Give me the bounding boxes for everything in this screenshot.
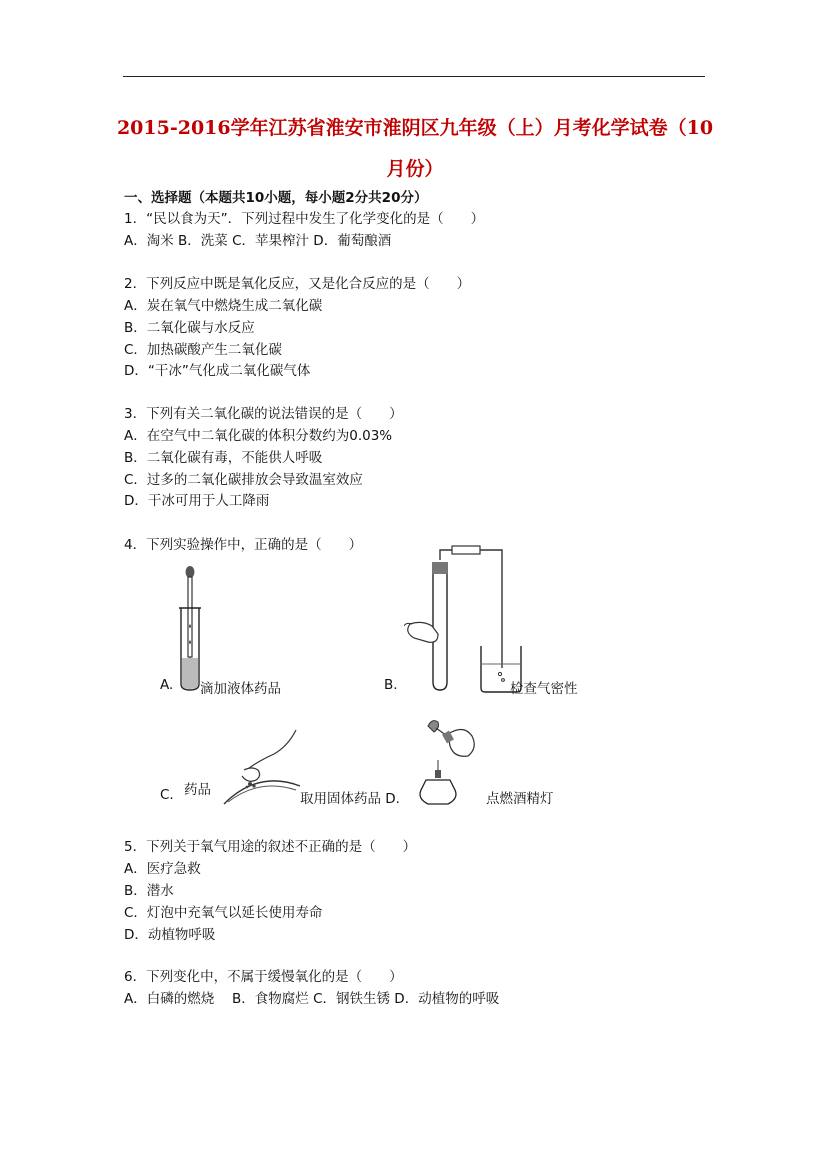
figure-a-letter: A. [160, 677, 174, 693]
question-3-option-d: D．干冰可用于人工降雨 [124, 493, 270, 509]
question-3-stem: 3．下列有关二氧化碳的说法错误的是（ ） [124, 406, 403, 422]
figure-c-caption: 取用固体药品 D. [300, 791, 400, 807]
figure-d-alcohol-lamp-illustration [414, 714, 480, 806]
question-4-stem: 4．下列实验操作中，正确的是（ ） [124, 537, 363, 553]
question-2-option-a: A．炭在氧气中燃烧生成二氧化碳 [124, 298, 323, 314]
figure-b-letter: B. [384, 677, 398, 693]
section-heading: 一、选择题（本题共10小题，每小题2分共20分） [124, 190, 428, 206]
figure-c-reagent-label: 药品 [184, 782, 211, 798]
figure-a-caption: 滴加液体药品 [200, 681, 281, 697]
page-title-continued: 月份） [386, 158, 444, 180]
question-5-option-a: A．医疗急救 [124, 861, 201, 877]
question-1-options: A．淘米 B．洗菜 C．苹果榨汁 D．葡萄酿酒 [124, 233, 392, 249]
header-rule [123, 76, 705, 77]
question-5-option-d: D．动植物呼吸 [124, 927, 216, 943]
question-3-option-a: A．在空气中二氧化碳的体积分数约为0.03% [124, 428, 393, 444]
question-6-stem: 6．下列变化中，不属于缓慢氧化的是（ ） [124, 969, 403, 985]
question-5-option-b: B．潜水 [124, 883, 174, 899]
question-3-option-b: B．二氧化碳有毒，不能供人呼吸 [124, 450, 323, 466]
figure-d-caption: 点燃酒精灯 [486, 791, 554, 807]
figure-a-dropper-illustration [170, 562, 210, 694]
question-1-stem: 1．“民以食为天”．下列过程中发生了化学变化的是（ ） [124, 211, 485, 227]
question-5-stem: 5．下列关于氧气用途的叙述不正确的是（ ） [124, 839, 417, 855]
question-2-option-c: C．加热碳酸产生二氧化碳 [124, 342, 282, 358]
page-title: 2015-2016学年江苏省淮安市淮阴区九年级（上）月考化学试卷（10 [116, 117, 714, 139]
question-2-option-d: D．“干冰”气化成二氧化碳气体 [124, 363, 311, 379]
question-3-option-c: C．过多的二氧化碳排放会导致温室效应 [124, 472, 363, 488]
figure-c-solid-reagent-illustration [214, 720, 304, 810]
question-2-option-b: B．二氧化碳与水反应 [124, 320, 255, 336]
figure-c-letter: C. [160, 787, 174, 803]
figure-b-airtightness-illustration [404, 538, 522, 698]
question-6-options: A．白磷的燃烧 B．食物腐烂 C．钢铁生锈 D．动植物的呼吸 [124, 991, 500, 1007]
question-5-option-c: C．灯泡中充氧气以延长使用寿命 [124, 905, 323, 921]
figure-b-caption: 检查气密性 [510, 681, 578, 697]
question-2-stem: 2．下列反应中既是氧化反应，又是化合反应的是（ ） [124, 276, 471, 292]
